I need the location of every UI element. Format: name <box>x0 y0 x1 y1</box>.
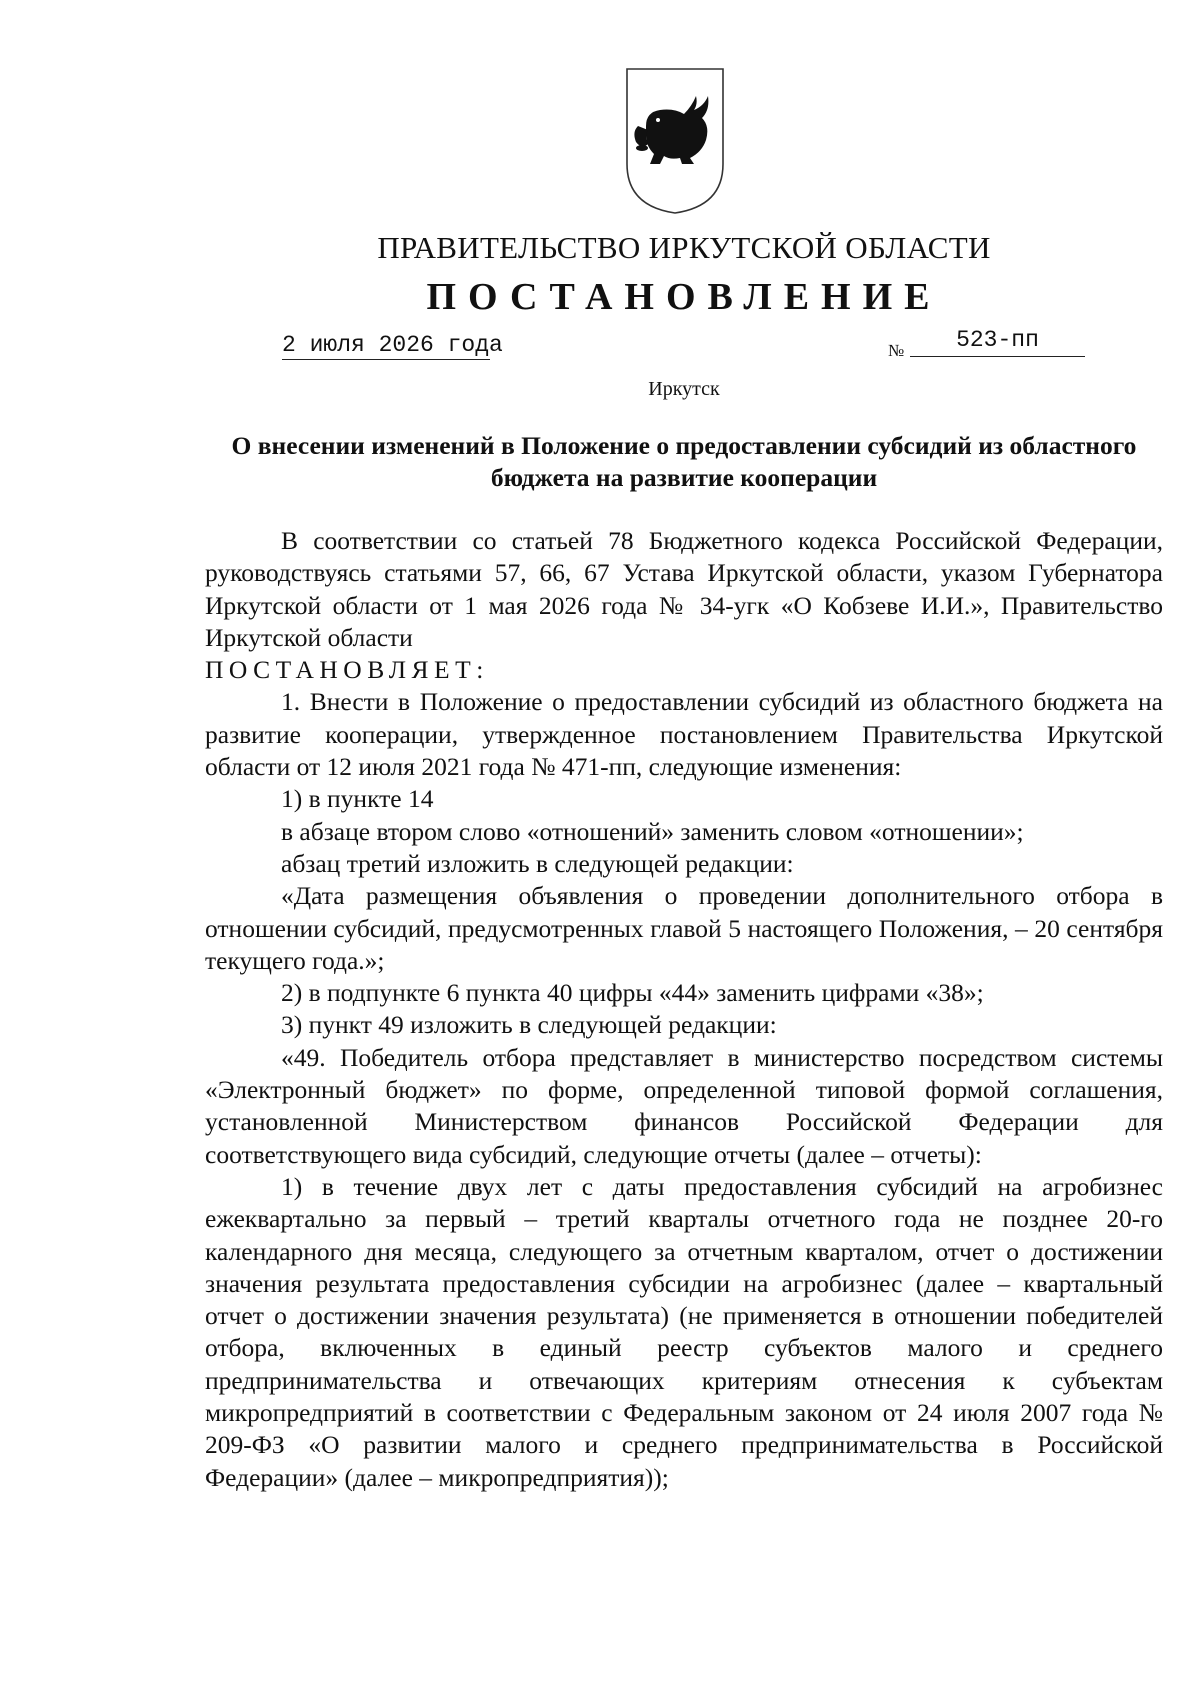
number-sign: № <box>888 341 905 360</box>
paragraph: 1) в течение двух лет с даты предоставления субсидий на агробизнес ежеквартально за первый – третий кварталы отчетного года не позднее 20-го календарного дня месяца, следующего за отчетным кварталом, отчет о достижении значения результата предоставления субсидии на агробизнес (далее – квартальный отчет о достижении значения результата) (не применяется в отношении победителей отбора, включенных в единый реестр субъектов малого и среднего предпринимательства и отвечающих критериям отнесения к субъектам микропредприятий в соответствии с Федеральным законом от 24 июля 2007 года № 209-ФЗ «О развитии малого и среднего предпринимательства в Российской Федерации» (далее – микропредприятия)); <box>205 1171 1163 1492</box>
city-name: Иркутск <box>648 378 720 400</box>
coat-of-arms-icon <box>624 66 726 216</box>
paragraph: «Дата размещения объявления о проведении дополнительного отбора в отношении субсидий, предусмотренных главой 5 настоящего Положения, – 20 сентября текущего года.»; <box>205 881 1163 975</box>
paragraph: «49. Победитель отбора представляет в министерство посредством системы «Электронный бюджет» по форме, определенной типовой формой соглашения, установленной Министерством финансов Российской Федерации для соответствующего вида субсидий, следующие отчеты (далее – отчеты): <box>205 1042 1163 1169</box>
paragraph: 1) в пункте 14 <box>281 784 434 814</box>
document-date: 2 июля 2026 года <box>282 332 503 358</box>
paragraph: В соответствии со статьей 78 Бюджетного кодекса Российской Федерации, руководствуясь статьями 57, 66, 67 Устава Иркутской области, указом Губернатора Иркутской области от 1 мая 2026 года № 34-угк «О Кобзеве И.И.», Правительство Иркутской области <box>205 526 1163 652</box>
government-name: ПРАВИТЕЛЬСТВО ИРКУТСКОЙ ОБЛАСТИ <box>377 230 991 265</box>
document-type: ПОСТАНОВЛЕНИЕ <box>426 276 942 318</box>
document-number: 523-пп <box>910 324 1085 357</box>
document-body <box>205 525 1163 1494</box>
paragraph-decree: ПОСТАНОВЛЯЕТ: <box>205 655 489 685</box>
paragraph: 1. Внести в Положение о предоставлении субсидий из областного бюджета на развитие кооперации, утвержденное постановлением Правительства Иркутской области от 12 июля 2021 года № 471-пп, следующие изменения: <box>205 687 1163 782</box>
paragraph: 3) пункт 49 изложить в следующей редакции: <box>281 1010 777 1040</box>
document-heading: О внесении изменений в Положение о предоставлении субсидий из областного бюджета на развитие кооперации <box>231 431 1137 492</box>
paragraph: абзац третий изложить в следующей редакции: <box>281 848 794 878</box>
paragraph: 2) в подпункте 6 пункта 40 цифры «44» заменить цифрами «38»; <box>281 978 984 1008</box>
paragraph: в абзаце втором слово «отношений» заменить словом «отношении»; <box>281 816 1024 846</box>
